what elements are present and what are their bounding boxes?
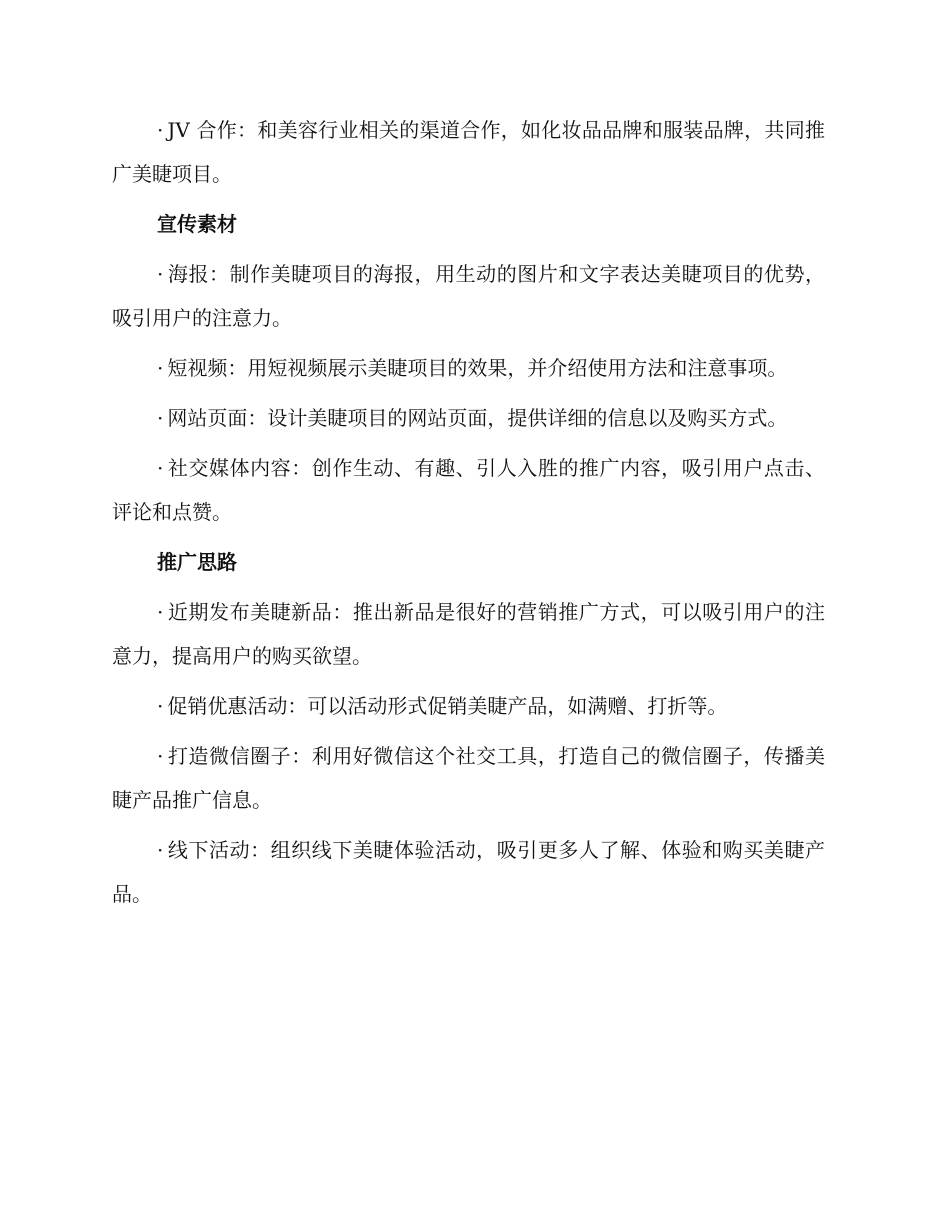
bullet-marker: · bbox=[157, 838, 164, 862]
bullet-marker: · bbox=[157, 118, 164, 142]
paragraph-social-media bbox=[112, 446, 825, 534]
paragraph-text: JV 合作：和美容行业相关的渠道合作，如化妆品品牌和服装品牌，共同推广美睫项目。 bbox=[112, 118, 825, 186]
paragraph-text: 打造微信圈子：利用好微信这个社交工具，打造自己的微信圈子，传播美睫产品推广信息。 bbox=[112, 744, 825, 812]
paragraph-text: 促销优惠活动：可以活动形式促销美睫产品，如满赠、打折等。 bbox=[167, 694, 728, 718]
paragraph-text: 海报：制作美睫项目的海报，用生动的图片和文字表达美睫项目的优势，吸引用户的注意力。 bbox=[112, 262, 825, 330]
bullet-marker: · bbox=[157, 694, 164, 718]
paragraph-short-video bbox=[112, 346, 825, 390]
paragraph-new-product bbox=[112, 590, 825, 678]
paragraph-text: 短视频：用短视频展示美睫项目的效果，并介绍使用方法和注意事项。 bbox=[167, 356, 788, 380]
bullet-marker: · bbox=[157, 744, 164, 768]
paragraph-text: 网站页面：设计美睫项目的网站页面，提供详细的信息以及购买方式。 bbox=[167, 406, 788, 430]
paragraph-text: 线下活动：组织线下美睫体验活动，吸引更多人了解、体验和购买美睫产品。 bbox=[112, 838, 825, 906]
section-heading-promo-ideas: 推广思路 bbox=[157, 550, 237, 574]
paragraph-wechat-circle bbox=[112, 734, 825, 822]
bullet-marker: · bbox=[157, 600, 164, 624]
paragraph-text: 近期发布美睫新品：推出新品是很好的营销推广方式，可以吸引用户的注意力，提高用户的购买欲望。 bbox=[112, 600, 825, 668]
section-heading-promo-materials: 宣传素材 bbox=[157, 212, 237, 236]
bullet-marker: · bbox=[157, 356, 164, 380]
bullet-marker: · bbox=[157, 456, 164, 480]
paragraph-offline-events bbox=[112, 828, 825, 916]
bullet-marker: · bbox=[157, 406, 164, 430]
bullet-marker: · bbox=[157, 262, 164, 286]
paragraph-website bbox=[112, 396, 825, 440]
paragraph-jv-cooperation bbox=[112, 108, 825, 196]
paragraph-promotion bbox=[112, 684, 825, 728]
paragraph-text: 社交媒体内容：创作生动、有趣、引人入胜的推广内容，吸引用户点击、评论和点赞。 bbox=[112, 456, 825, 524]
paragraph-poster bbox=[112, 252, 825, 340]
